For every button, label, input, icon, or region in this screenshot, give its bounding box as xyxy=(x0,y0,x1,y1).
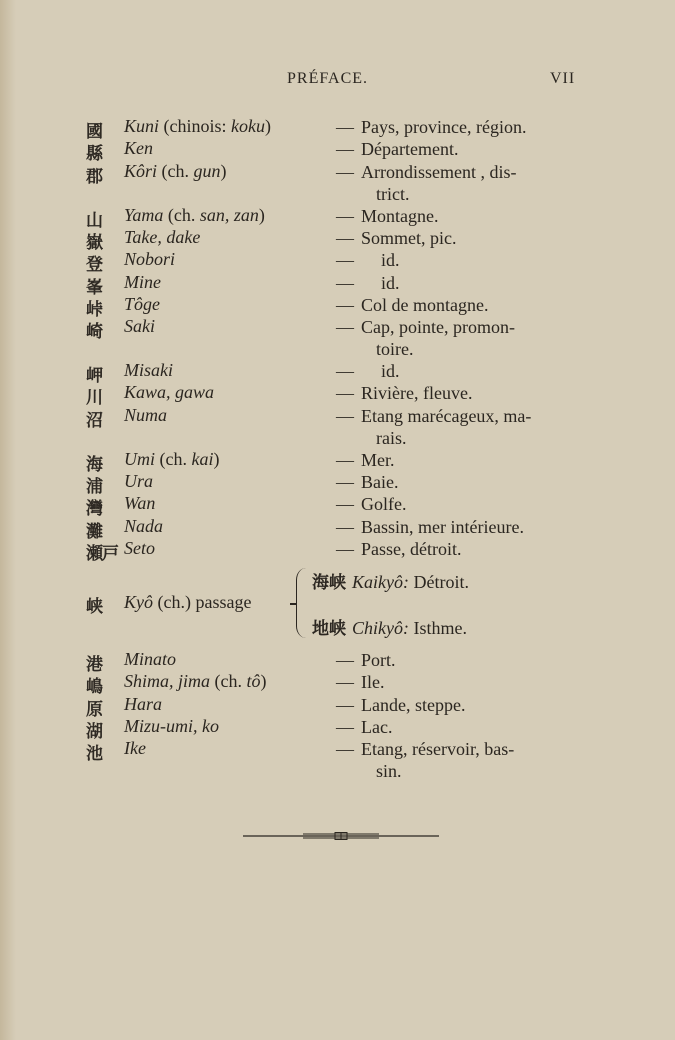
entry-term xyxy=(124,249,175,270)
term-note: (ch. xyxy=(161,160,194,181)
brace xyxy=(296,568,307,638)
dash: — xyxy=(336,494,354,515)
entry-term xyxy=(124,316,155,337)
entry-term xyxy=(124,592,251,613)
dash: — xyxy=(336,139,354,160)
entry-definition xyxy=(336,227,582,249)
entry-kanji: 池 xyxy=(86,744,102,765)
sub-entry-chikyo xyxy=(312,614,467,639)
sub-kanji: 海峡 xyxy=(312,573,346,593)
definition-continuation: sin. xyxy=(376,761,402,782)
definition-text: Arrondissement , dis- xyxy=(361,161,517,182)
term-note-end: ) xyxy=(220,160,227,181)
entry-kanji: 峯 xyxy=(86,277,102,298)
definition-text: Lac. xyxy=(361,716,393,737)
entry-kanji: 山 xyxy=(86,210,102,231)
entry-definition xyxy=(336,694,582,716)
definition-text: Bassin, mer intérieure. xyxy=(361,516,524,537)
glossary-entry-kyo xyxy=(0,566,675,646)
entry-term xyxy=(124,516,163,537)
dash: — xyxy=(336,538,354,559)
entry-kanji: 嶽 xyxy=(86,232,102,253)
page-title: PRÉFACE. xyxy=(287,70,369,87)
entry-term xyxy=(124,649,176,670)
dash: — xyxy=(336,739,354,760)
term-note: (ch. xyxy=(214,671,247,692)
definition-text: Pays, province, région. xyxy=(361,117,527,137)
entry-kanji: 港 xyxy=(86,655,102,675)
entry-kanji: 灣 xyxy=(86,499,102,520)
dash: — xyxy=(336,161,354,182)
entry-term xyxy=(124,138,153,159)
term-romaji: Nada xyxy=(124,515,164,536)
term-romaji: Umi xyxy=(124,448,155,469)
entry-definition xyxy=(336,316,582,360)
entry-kanji: 崎 xyxy=(86,322,102,343)
entry-term xyxy=(124,493,155,514)
definition-continuation: trict. xyxy=(376,183,410,204)
dash: — xyxy=(336,716,354,737)
dash: — xyxy=(336,449,354,470)
entry-term xyxy=(124,116,271,137)
term-note-end: ) xyxy=(258,204,265,225)
term-romaji: Mine xyxy=(124,271,161,292)
entry-definition xyxy=(336,272,582,294)
term-note: (ch. xyxy=(167,204,200,225)
entry-term xyxy=(124,671,267,692)
definition-continuation: toire. xyxy=(376,339,414,360)
entry-definition xyxy=(336,138,582,160)
entry-definition xyxy=(336,649,582,671)
entry-kanji: 峡 xyxy=(86,597,102,617)
entry-definition xyxy=(336,493,582,515)
entry-kanji: 縣 xyxy=(86,144,102,165)
page-edge xyxy=(0,0,16,1040)
entry-term xyxy=(124,272,161,293)
definition-text: Mer. xyxy=(361,449,395,470)
entry-kanji: 川 xyxy=(86,388,102,409)
end-ornament xyxy=(243,832,439,840)
definition-text: Col de montagne. xyxy=(361,294,489,315)
definition-text: id. xyxy=(381,250,400,271)
entry-kanji: 灘 xyxy=(86,521,102,542)
sub-kanji: 地峡 xyxy=(312,619,346,639)
entry-definition xyxy=(336,671,582,693)
entry-term xyxy=(124,360,173,381)
dash: — xyxy=(336,672,354,693)
term-note-romaji: koku xyxy=(231,116,265,136)
page-header xyxy=(0,70,675,94)
entry-term xyxy=(124,205,265,226)
sub-def: Isthme. xyxy=(408,618,467,638)
entry-definition xyxy=(336,249,582,271)
term-romaji: Hara xyxy=(124,693,163,714)
dash: — xyxy=(336,383,354,404)
entry-definition xyxy=(336,205,582,227)
definition-text: Passe, détroit. xyxy=(361,538,462,559)
definition-text: Montagne. xyxy=(361,205,439,226)
definition-text: Baie. xyxy=(361,472,399,492)
entry-definition xyxy=(336,449,582,471)
entry-term xyxy=(124,694,162,715)
dash: — xyxy=(336,205,354,226)
entry-kanji: 浦 xyxy=(86,477,102,497)
dash: — xyxy=(336,472,354,492)
definition-text: Etang, réservoir, bas- xyxy=(361,739,515,760)
entry-definition xyxy=(336,382,582,404)
term-note-romaji: tô xyxy=(246,671,261,692)
term-note-end: ) xyxy=(260,671,267,692)
definition-text: Cap, pointe, promon- xyxy=(361,317,515,338)
entry-term xyxy=(124,227,200,248)
entry-term xyxy=(124,382,214,403)
term-romaji: Nobori xyxy=(124,249,176,270)
sub-term: Chikyô: xyxy=(352,618,409,638)
term-romaji: Take, dake xyxy=(124,226,201,247)
definition-text: Département. xyxy=(361,139,459,160)
term-romaji: Ken xyxy=(124,138,153,159)
term-romaji: Kôri xyxy=(124,160,158,181)
term-note: (ch.) passage xyxy=(153,592,252,612)
term-note-end: ) xyxy=(213,448,220,469)
dash: — xyxy=(336,405,354,426)
entry-kanji: 海 xyxy=(86,454,102,475)
definition-text: Golfe. xyxy=(361,494,407,515)
term-romaji: Mizu-umi, ko xyxy=(124,715,219,736)
term-note: (ch. xyxy=(159,448,192,469)
term-romaji: Numa xyxy=(124,404,168,425)
entry-definition xyxy=(336,294,582,316)
entry-kanji: 國 xyxy=(86,122,102,142)
dash: — xyxy=(336,272,354,293)
term-romaji: Yama xyxy=(124,204,164,225)
sub-entry-kaikyo xyxy=(312,568,469,593)
term-romaji: Saki xyxy=(124,316,155,337)
dash: — xyxy=(336,117,354,137)
entry-term xyxy=(124,449,219,470)
entry-kanji: 峠 xyxy=(86,299,102,320)
dash: — xyxy=(336,694,354,715)
term-romaji: Wan xyxy=(124,493,156,514)
definition-text: Port. xyxy=(361,650,396,670)
term-romaji: Minato xyxy=(124,649,176,669)
definition-text: Etang marécageux, ma- xyxy=(361,405,532,426)
term-romaji: Ura xyxy=(124,471,154,491)
definition-text: Sommet, pic. xyxy=(361,227,457,248)
entry-term xyxy=(124,405,167,426)
dash: — xyxy=(336,250,354,271)
entry-kanji: 沼 xyxy=(86,410,102,431)
term-romaji: Seto xyxy=(124,537,155,558)
dash: — xyxy=(336,294,354,315)
term-note: (chinois: xyxy=(163,116,232,136)
entry-kanji: 岬 xyxy=(86,366,102,387)
entry-definition xyxy=(336,116,582,138)
entry-definition xyxy=(336,161,582,205)
dash: — xyxy=(336,516,354,537)
definition-text: id. xyxy=(381,272,400,293)
entry-kanji: 嶋 xyxy=(86,677,102,698)
sub-term: Kaikyô: xyxy=(352,572,409,592)
entry-kanji: 郡 xyxy=(86,166,102,187)
entry-kanji: 登 xyxy=(86,255,102,276)
term-romaji: Kyô xyxy=(124,592,153,612)
entry-definition xyxy=(336,360,582,382)
entry-kanji: 瀬戸 xyxy=(86,543,118,564)
term-note-romaji: gun xyxy=(193,160,221,181)
term-romaji: Tôge xyxy=(124,293,160,314)
entry-term xyxy=(124,471,153,492)
entry-definition xyxy=(336,516,582,538)
definition-text: Ile. xyxy=(361,672,385,693)
term-romaji: Ike xyxy=(124,738,146,759)
entry-term xyxy=(124,538,155,559)
entry-definition xyxy=(336,405,582,449)
entry-term xyxy=(124,716,219,737)
term-romaji: Misaki xyxy=(124,360,173,381)
term-note-end: ) xyxy=(265,116,271,136)
dash: — xyxy=(336,361,354,382)
term-romaji: Kuni xyxy=(124,116,160,136)
sub-def: Détroit. xyxy=(408,572,469,592)
term-romaji: Shima, jima xyxy=(124,671,211,692)
definition-continuation: rais. xyxy=(376,427,407,448)
definition-text: Lande, steppe. xyxy=(361,694,466,715)
page-number: VII xyxy=(550,70,576,87)
term-romaji: Kawa, gawa xyxy=(124,382,215,403)
term-note-romaji: san, zan xyxy=(199,204,259,225)
entry-definition xyxy=(336,471,582,493)
dash: — xyxy=(336,317,354,338)
definition-text: id. xyxy=(381,361,400,382)
entry-term xyxy=(124,294,160,315)
dash: — xyxy=(336,650,354,670)
entry-term xyxy=(124,161,227,182)
entry-definition xyxy=(336,738,582,782)
entry-definition xyxy=(336,538,582,560)
entry-kanji: 湖 xyxy=(86,721,102,742)
entry-definition xyxy=(336,716,582,738)
term-note-romaji: kai xyxy=(191,448,214,469)
entry-term xyxy=(124,738,146,759)
dash: — xyxy=(336,227,354,248)
definition-text: Rivière, fleuve. xyxy=(361,383,473,404)
entry-kanji: 原 xyxy=(86,699,102,720)
